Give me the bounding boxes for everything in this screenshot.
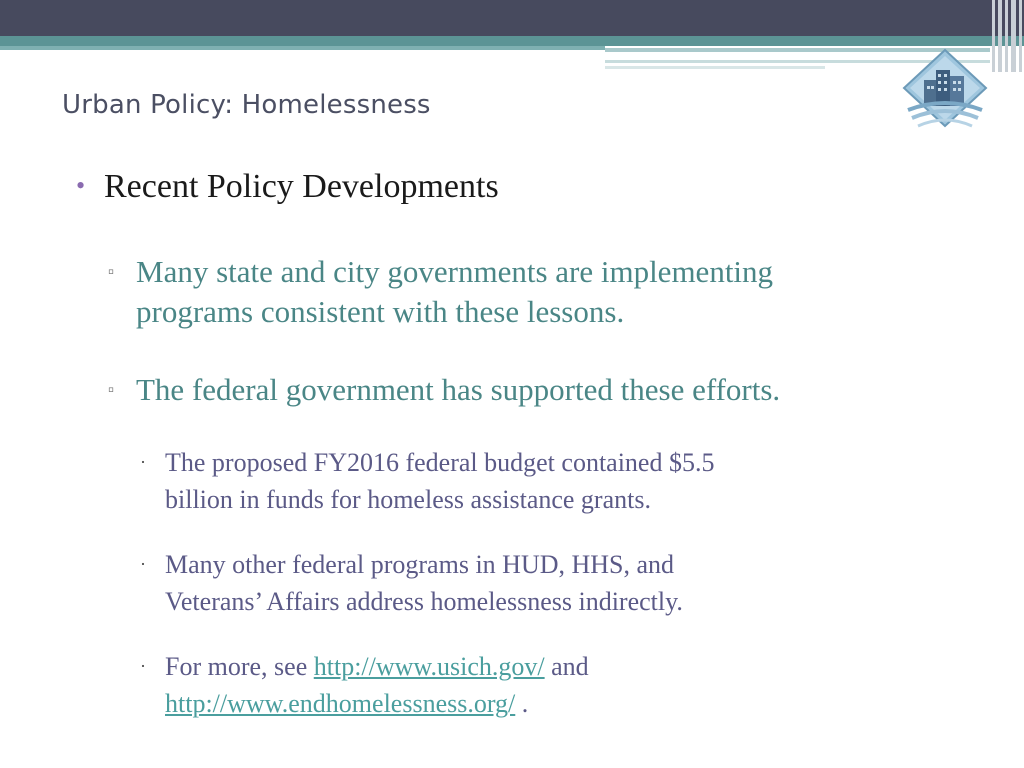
bullet-text: .: [521, 689, 529, 718]
bullet-text-line: Many other federal programs in HUD, HHS, and: [165, 550, 675, 579]
header-band-dark: [0, 0, 1024, 36]
bullet-text: For more, see: [165, 652, 308, 681]
city-buildings-logo-icon: [900, 46, 990, 136]
slide-title: Urban Policy: Homelessness: [62, 90, 431, 120]
header-accent-line: [605, 66, 825, 69]
bullet-text-line: programs consistent with these lessons.: [136, 294, 625, 329]
dot-bullet-icon: ·: [140, 554, 146, 574]
bullet-text-line: The proposed FY2016 federal budget contained $5.5: [165, 448, 715, 477]
bullet-text-line: The federal government has supported these efforts.: [136, 372, 781, 407]
dot-bullet-icon: ·: [140, 656, 146, 676]
bullet-icon: •: [76, 171, 86, 200]
bullet-text-line: Many state and city governments are implementing: [136, 254, 774, 289]
bullet-text-line: billion in funds for homeless assistance grants.: [165, 485, 651, 514]
bullet-text-line: Veterans’ Affairs address homelessness indirectly.: [165, 587, 683, 616]
bullet-text: Recent Policy Developments: [104, 168, 499, 205]
bullet-text: and: [551, 652, 589, 681]
square-bullet-icon: ▫: [108, 380, 115, 399]
header-band-teal-light: [0, 46, 605, 50]
corner-stripes: [990, 0, 1024, 72]
dot-bullet-icon: ·: [140, 452, 146, 472]
endhomelessness-link[interactable]: http://www.endhomelessness.org/: [165, 689, 516, 718]
header-band-teal: [0, 36, 1024, 46]
usich-link[interactable]: http://www.usich.gov/: [313, 652, 545, 681]
square-bullet-icon: ▫: [108, 262, 115, 281]
